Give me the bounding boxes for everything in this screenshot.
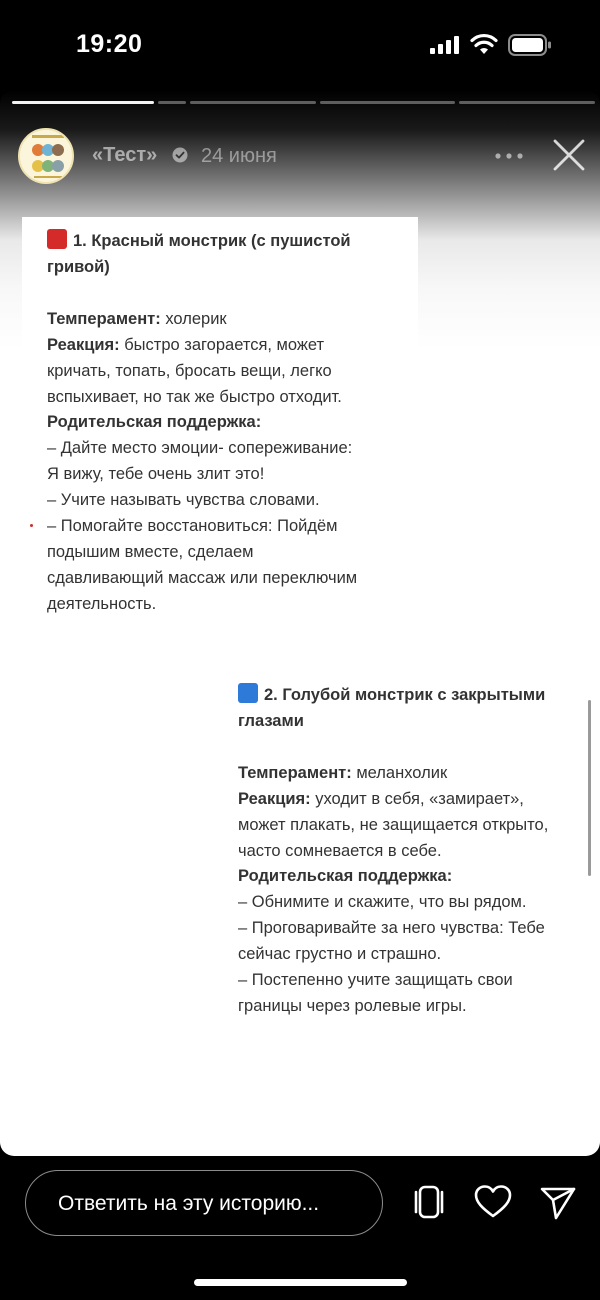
progress-segment xyxy=(12,101,154,104)
card-title-cont: глазами xyxy=(238,711,304,730)
post-date: 24 июня xyxy=(201,145,277,167)
avatar-image xyxy=(20,130,74,184)
reaction-text: часто сомневается в себе. xyxy=(238,841,442,860)
progress-segment xyxy=(320,101,455,104)
wifi-icon xyxy=(470,33,498,55)
temperament-label: Темперамент: xyxy=(47,309,161,328)
reaction-text: быстро загорается, может xyxy=(119,335,325,354)
temperament-value: меланхолик xyxy=(351,763,448,782)
support-item: сдавливающий массаж или переключим xyxy=(47,568,358,587)
support-item: – Дайте место эмоции- сопереживание: xyxy=(47,439,353,458)
card-blue-monster xyxy=(213,671,593,1023)
support-item: – Проговаривайте за него чувства: Тебе xyxy=(238,919,545,938)
card-title xyxy=(47,229,418,255)
more-icon[interactable] xyxy=(494,152,524,160)
support-item: Я вижу, тебе очень злит это! xyxy=(47,465,265,484)
repost-icon[interactable] xyxy=(409,1182,449,1222)
card-title xyxy=(238,683,593,709)
temperament-value: холерик xyxy=(160,309,227,328)
support-item: деятельность. xyxy=(47,594,157,613)
blue-square-icon xyxy=(238,683,258,703)
reaction-line xyxy=(238,787,593,813)
support-item: границы через ролевые игры. xyxy=(238,996,467,1015)
reaction-label: Реакция: xyxy=(238,789,311,808)
support-item: сейчас грустно и страшно. xyxy=(238,945,442,964)
support-item: подышим вместе, сделаем xyxy=(47,542,254,561)
support-item: – Постепенно учите защищать свои xyxy=(238,971,513,990)
battery-icon xyxy=(508,34,552,56)
progress-segment xyxy=(158,101,186,104)
story-progress-bar xyxy=(12,101,600,105)
status-bar xyxy=(0,0,600,90)
support-label-text: Родительская поддержка: xyxy=(238,867,453,886)
reaction-text: кричать, топать, бросать вещи, легко xyxy=(47,361,332,380)
verified-icon xyxy=(172,147,188,163)
signal-icon xyxy=(430,36,460,54)
home-indicator[interactable] xyxy=(194,1279,407,1286)
reply-placeholder: Ответить на эту историю... xyxy=(58,1192,320,1215)
title-text: 1. Красный монстрик (с пушистой xyxy=(73,232,351,250)
author-avatar[interactable] xyxy=(18,128,74,184)
card-title-cont: гривой) xyxy=(47,257,110,276)
author-name[interactable]: «Тест» xyxy=(92,144,158,166)
reaction-line xyxy=(47,333,418,359)
progress-segment xyxy=(459,101,595,104)
temperament-line xyxy=(238,761,593,787)
title-text: 2. Голубой монстрик с закрытыми xyxy=(264,686,546,704)
support-item: – Обнимите и скажите, что вы рядом. xyxy=(238,893,527,912)
support-item: – Учите называть чувства словами. xyxy=(47,491,320,510)
card-red-monster xyxy=(22,217,418,633)
support-label xyxy=(238,864,593,890)
red-square-icon xyxy=(47,229,67,249)
reaction-text: уходит в себя, «замирает», xyxy=(310,789,524,808)
scrollbar[interactable] xyxy=(588,700,591,876)
temperament-line xyxy=(47,307,418,333)
heart-icon[interactable] xyxy=(473,1182,513,1222)
decorative-dot xyxy=(30,524,33,527)
reaction-text: может плакать, не защищается открыто, xyxy=(238,815,549,834)
reply-input[interactable] xyxy=(25,1170,383,1236)
support-label-text: Родительская поддержка: xyxy=(47,413,262,432)
reaction-label: Реакция: xyxy=(47,335,120,354)
support-item: – Помогайте восстановиться: Пойдём xyxy=(47,517,338,536)
story-view[interactable] xyxy=(0,90,600,1156)
temperament-label: Темперамент: xyxy=(238,763,352,782)
progress-segment xyxy=(190,101,316,104)
send-icon[interactable] xyxy=(538,1182,578,1222)
status-time: 19:20 xyxy=(76,30,143,58)
close-icon[interactable] xyxy=(553,139,585,171)
support-label xyxy=(47,410,418,436)
reaction-text: вспыхивает, но так же быстро отходит. xyxy=(47,387,342,406)
